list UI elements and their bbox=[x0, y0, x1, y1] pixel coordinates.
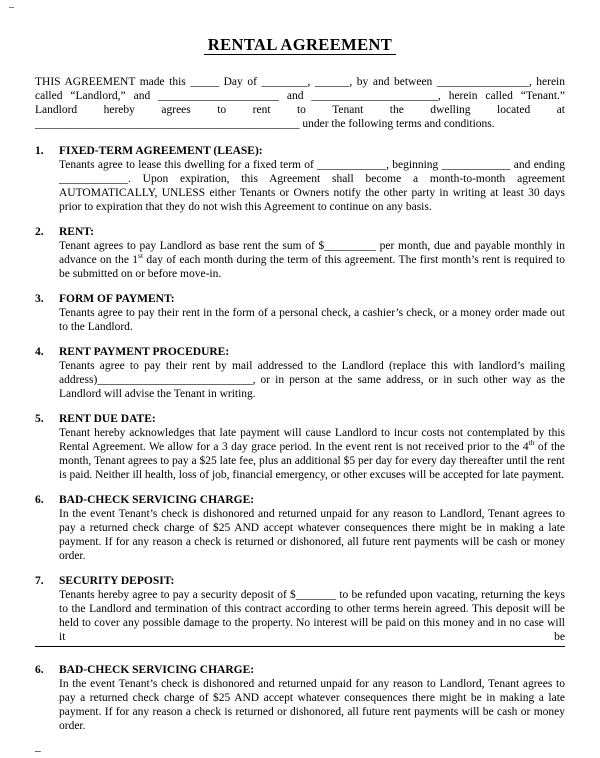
section-number: 4. bbox=[35, 346, 44, 358]
section-number: 7. bbox=[35, 575, 44, 587]
section-heading: RENT PAYMENT PROCEDURE: bbox=[59, 346, 230, 358]
page-edge-mark-top: – bbox=[9, 2, 14, 13]
section-number: 2. bbox=[35, 226, 44, 238]
section-heading: BAD-CHECK SERVICING CHARGE: bbox=[59, 664, 255, 676]
ordinal-superscript: th bbox=[528, 438, 535, 448]
section-heading: RENT DUE DATE: bbox=[59, 413, 156, 425]
section-bad-check-charge-repeat bbox=[35, 663, 565, 733]
section-number: 3. bbox=[35, 293, 44, 305]
section-number: 5. bbox=[35, 413, 44, 425]
intro-paragraph: THIS AGREEMENT made this _____ Day of ________, ______, by and between ________________, herein called “Landlord,” and _____________________ and ______________________, herein called “Tenant.” Landlord hereby agrees to rent to Tenant the dwelling located at ______________________________________________ under the following terms and conditions. bbox=[35, 76, 565, 130]
section-fixed-term-agreement bbox=[35, 144, 565, 214]
page-edge-mark-bottom: – bbox=[35, 745, 41, 757]
section-heading: RENT: bbox=[59, 226, 94, 238]
section-body: Tenants agree to pay their rent by mail addressed to the Landlord (replace this with landlord’s mailing address)___________________________, or in person at the same address, or in such other way as the Landlord will advise the Tenant in writing. bbox=[59, 360, 565, 400]
section-body: Tenants agree to lease this dwelling for a fixed term of ____________, beginning ____________ and ending ____________. Upon expiration, this Agreement shall become a month-to-month agreement AUTOMATICALLY, UNLESS either Tenants or Owners notify the other party in writing at least 30 days prior to expiration that they do not wish this Agreement to continue on any basis. bbox=[59, 159, 565, 213]
section-body-text: of the month, Tenant agrees to pay a $25 late fee, plus an additional $5 per day for every day thereafter until the rent is paid. Neither ill health, loss of job, financial emergency, or other excuses will be accepted for late payment. bbox=[59, 441, 565, 481]
ordinal-superscript: st bbox=[138, 251, 144, 261]
section-body-text: day of each month during the term of this agreement. The first month’s rent is required to be submitted on or before move-in. bbox=[59, 254, 565, 280]
section-body: Tenants agree to pay their rent in the form of a personal check, a cashier’s check, or a money order made out to the Landlord. bbox=[59, 307, 565, 333]
section-body: In the event Tenant’s check is dishonored and returned unpaid for any reason to Landlord, Tenant agrees to pay a returned check charge of $25 AND accept whatever consequences there might be in making a late payment. If for any reason a check is returned or dishonored, all future rent payments will be cash or money order. bbox=[59, 508, 565, 562]
page-break-line bbox=[35, 646, 565, 647]
section-number: 1. bbox=[35, 145, 44, 157]
section-body bbox=[59, 426, 565, 482]
section-rent bbox=[35, 225, 565, 281]
section-body: In the event Tenant’s check is dishonored and returned unpaid for any reason to Landlord, Tenant agrees to pay a returned check charge of $25 AND accept whatever consequences there might be in making a late payment. If for any reason a check is returned or dishonored, all future rent payments will be cash or money order. bbox=[59, 678, 565, 732]
page-title: RENTAL AGREEMENT bbox=[204, 38, 396, 55]
section-form-of-payment bbox=[35, 292, 565, 334]
section-body-text: Tenant hereby acknowledges that late payment will cause Landlord to incur costs not contemplated by this Rental Agreement. We allow for a 3 day grace period. In the event rent is not received prior to the 4 bbox=[59, 427, 565, 453]
section-bad-check-charge bbox=[35, 493, 565, 563]
section-security-deposit bbox=[35, 574, 565, 644]
title-block bbox=[35, 35, 565, 55]
section-body-text: Tenant agrees to pay Landlord as base rent the sum of $_________ per month, due and payable monthly in advance on the 1 bbox=[59, 240, 565, 266]
section-body bbox=[59, 239, 565, 281]
section-heading: SECURITY DEPOSIT: bbox=[59, 575, 175, 587]
section-body: Tenants hereby agree to pay a security deposit of $_______ to be refunded upon vacating, returning the keys to the Landlord and termination of this contract according to other terms herein agreed. This deposit will be held to cover any possible damage to the property. No interest will be paid on this money and in no case will it be bbox=[59, 589, 565, 643]
section-number: 6. bbox=[35, 664, 44, 676]
section-heading: FORM OF PAYMENT: bbox=[59, 293, 175, 305]
section-heading: FIXED-TERM AGREEMENT (LEASE): bbox=[59, 145, 263, 157]
section-rent-payment-procedure bbox=[35, 345, 565, 401]
section-number: 6. bbox=[35, 494, 44, 506]
section-rent-due-date bbox=[35, 412, 565, 482]
section-heading: BAD-CHECK SERVICING CHARGE: bbox=[59, 494, 255, 506]
